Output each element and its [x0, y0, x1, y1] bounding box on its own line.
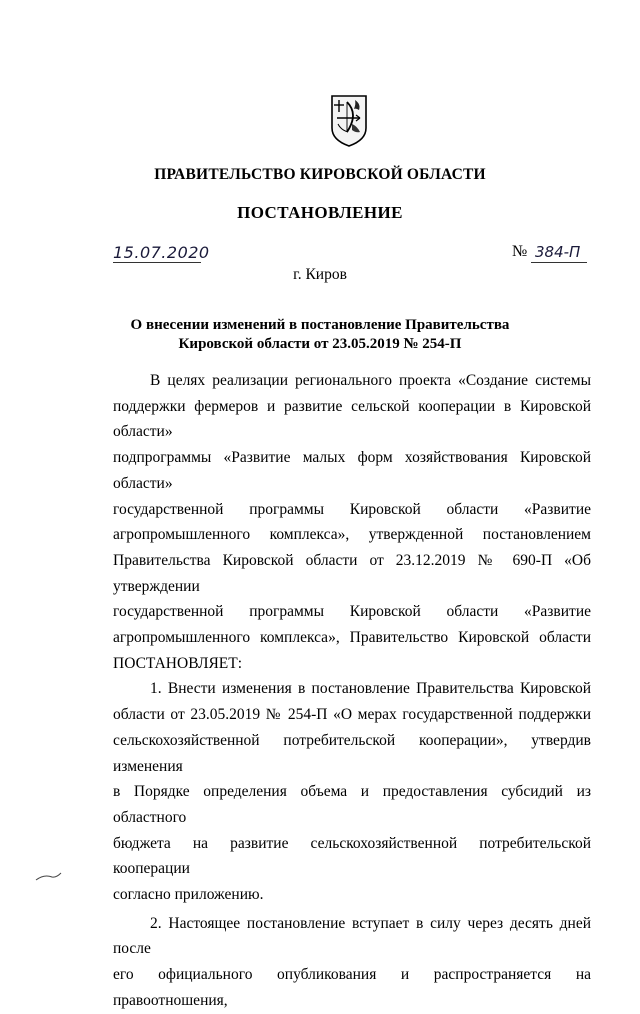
preamble-line: государственной программы Кировской области «Развитие	[113, 500, 591, 518]
item1-line: 1. Внести изменения в постановление Правительства Кировской	[150, 680, 591, 698]
document-body	[113, 368, 591, 1014]
resolves-word: ПОСТАНОВЛЯЕТ:	[113, 654, 243, 672]
preamble-line: подпрограммы «Развитие малых форм хозяйствования Кировской области»	[113, 449, 591, 492]
item2-line: его официального опубликования и распространяется на правоотношения,	[113, 966, 591, 1009]
coat-of-arms-emblem	[329, 94, 369, 148]
item1-line: бюджета на развитие сельскохозяйственной потребительской кооперации	[113, 834, 591, 878]
preamble-line: агропромышленного комплекса», Правительство Кировской области	[113, 629, 591, 647]
handwritten-date: 15.07.2020	[113, 243, 210, 262]
title-line-2: Кировской области от 23.05.2019 № 254-П	[178, 336, 462, 352]
preamble-line: агропромышленного комплекса», утвержденной постановлением	[113, 526, 591, 544]
document-title	[0, 316, 640, 354]
city-label: г. Киров	[293, 266, 347, 283]
preamble-line: Правительства Кировской области от 23.12.2019 № 690-П «Об утверждении	[113, 551, 591, 595]
margin-scribble-mark	[34, 868, 64, 884]
title-line-1: О внесении изменений в постановление Правительства	[130, 317, 510, 333]
handwritten-number: 384-П	[535, 243, 581, 261]
number-label: №	[512, 243, 528, 260]
date-underline	[113, 262, 201, 263]
number-underline	[531, 262, 587, 263]
item1-line: области от 23.05.2019 № 254-П «О мерах государственной поддержки	[113, 706, 591, 724]
item1-line: согласно приложению.	[113, 886, 264, 904]
preamble-line: государственной программы Кировской области «Развитие	[113, 603, 591, 621]
preamble-line: В целях реализации регионального проекта «Создание системы	[150, 372, 591, 389]
item2-line: 2. Настоящее постановление вступает в силу через десять дней после	[113, 914, 591, 958]
item1-line: в Порядке определения объема и предоставления субсидий из областного	[113, 783, 591, 826]
item1-line: сельскохозяйственной потребительской кооперации», утвердив изменения	[113, 731, 591, 775]
government-heading: ПРАВИТЕЛЬСТВО КИРОВСКОЙ ОБЛАСТИ	[154, 166, 486, 183]
document-type-heading: ПОСТАНОВЛЕНИЕ	[237, 203, 403, 222]
preamble-line: поддержки фермеров и развитие сельской кооперации в Кировской области»	[113, 397, 591, 441]
